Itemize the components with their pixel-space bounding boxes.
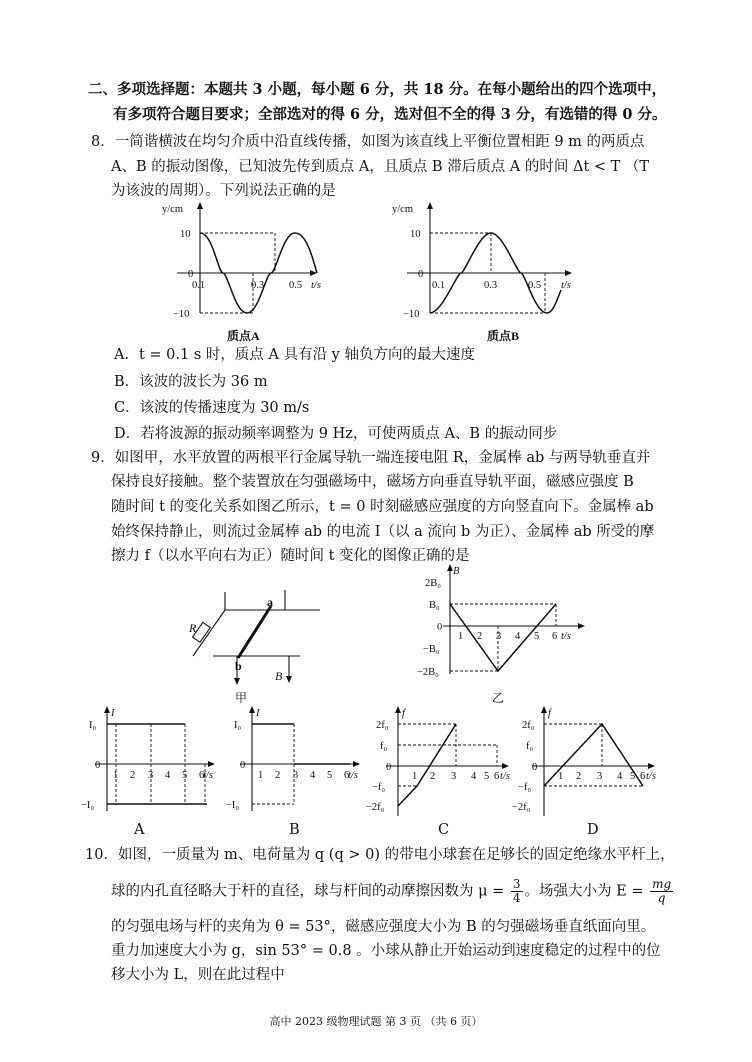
graph-caption: 质点A bbox=[227, 329, 260, 343]
q8-graph-b bbox=[392, 200, 575, 343]
page-footer: 高中 2023 级物理试题 第 3 页 （共 6 页） bbox=[269, 1015, 483, 1028]
y-tick: −10 bbox=[173, 309, 190, 320]
y-tick: −2f₀ bbox=[366, 802, 385, 813]
x-tick: 0.3 bbox=[251, 280, 265, 291]
x-tick: 6 bbox=[494, 771, 500, 782]
x-tick: 2 bbox=[576, 771, 582, 782]
y-tick: 10 bbox=[410, 229, 421, 240]
q9-stem-line4: 始终保持静止，则流过金属棒 ab 的电流 I（以 a 流向 b 为正）、金属棒 ab 所受的摩 bbox=[111, 524, 655, 540]
label-a: a bbox=[267, 595, 273, 609]
x-axis-arrow bbox=[208, 761, 215, 767]
y-label: I bbox=[256, 708, 260, 719]
y-tick: f₀ bbox=[380, 741, 388, 752]
field-arrow bbox=[286, 676, 292, 683]
y-axis-arrow bbox=[197, 202, 203, 209]
y-tick: −B₀ bbox=[423, 644, 440, 655]
q8-stem-line3: 为该波的周期）。下列说法正确的是 bbox=[111, 183, 336, 199]
x-tick: 1 bbox=[412, 771, 418, 782]
x-tick: 0.1 bbox=[192, 280, 206, 291]
x-tick: 3 bbox=[293, 770, 299, 781]
x-label: t/s bbox=[561, 631, 571, 642]
x-tick: 5 bbox=[534, 631, 540, 642]
f-curve bbox=[398, 724, 456, 806]
x-tick: 0.1 bbox=[432, 280, 446, 291]
x-tick: 3 bbox=[451, 771, 457, 782]
q9-figure-yi-caption: 乙 bbox=[492, 691, 505, 705]
q9-option-graph-b bbox=[226, 706, 360, 826]
y-label: y/cm bbox=[162, 204, 183, 215]
q8-graph-a bbox=[162, 200, 345, 343]
x-tick: 4 bbox=[515, 631, 521, 642]
x-tick: 3 bbox=[496, 631, 502, 642]
x-tick: 2 bbox=[477, 631, 483, 642]
y-axis-arrow bbox=[541, 706, 547, 713]
x-tick: 0.3 bbox=[484, 280, 498, 291]
x-axis-arrow bbox=[648, 763, 655, 769]
q10-stem-line2 bbox=[111, 878, 675, 905]
x-axis-arrow bbox=[502, 763, 509, 769]
x-tick: 6 bbox=[199, 770, 205, 781]
q8-option-a: A．t = 0.1 s 时，质点 A 具有沿 y 轴负方向的最大速度 bbox=[114, 347, 475, 363]
y-tick: 0 bbox=[532, 762, 538, 773]
q10-stem-line4: 重力加速度大小为 g，sin 53° = 0.8 。小球从静止开始运动到速度稳定的过程中的位 bbox=[111, 943, 661, 959]
y-label: y/cm bbox=[392, 204, 413, 215]
x-tick: 3 bbox=[597, 771, 603, 782]
e-fraction bbox=[650, 878, 673, 905]
y-axis-arrow bbox=[427, 202, 433, 209]
x-tick: 2 bbox=[430, 771, 436, 782]
x-tick: 0.5 bbox=[289, 280, 303, 291]
y-tick: 10 bbox=[180, 229, 191, 240]
x-tick: 5 bbox=[327, 770, 333, 781]
section-header-line1: 二、多项选择题：本题共 3 小题，每小题 6 分，共 18 分。在每小题给出的四个选项中， bbox=[88, 81, 667, 98]
x-tick: 1 bbox=[458, 631, 464, 642]
y-label: f bbox=[402, 708, 405, 719]
b-curve bbox=[450, 604, 556, 671]
q10-line2-text: 球的内孔直径略大于杆的直径，球与杆间的动摩擦因数为 μ = bbox=[111, 883, 509, 900]
x-label: t/s bbox=[646, 771, 656, 782]
x-tick: 2 bbox=[130, 770, 136, 781]
q9-stem-line1: 9．如图甲，水平放置的两根平行金属导轨一端连接电阻 R，金属棒 ab 与两导轨垂直并 bbox=[91, 450, 651, 466]
x-axis-arrow bbox=[353, 761, 360, 767]
y-label: f bbox=[548, 708, 551, 719]
q8-stem-line2: A、B 的振动图像，已知波先传到质点 A，且质点 B 滞后质点 A 的时间 Δt < T （T bbox=[111, 159, 650, 175]
y-axis-arrow bbox=[395, 706, 401, 713]
q8-option-c: C．该波的传播速度为 30 m/s bbox=[114, 400, 310, 416]
x-tick: 1 bbox=[258, 770, 264, 781]
q8-stem-line1: 8．一简谐横波在均匀介质中沿直线传播，如图为该直线上平衡位置相距 9 m 的两质点 bbox=[91, 134, 645, 150]
x-tick: 4 bbox=[617, 771, 623, 782]
x-label: t/s bbox=[311, 280, 321, 291]
y-tick: 2B₀ bbox=[425, 578, 441, 589]
x-tick: 6 bbox=[640, 771, 646, 782]
x-tick: 4 bbox=[310, 770, 316, 781]
y-tick: B₀ bbox=[429, 600, 440, 611]
y-tick: −2f₀ bbox=[512, 802, 531, 813]
q8-option-d: D．若将波源的振动频率调整为 9 Hz，可使两质点 A、B 的振动同步 bbox=[114, 426, 558, 442]
e-numerator: mg bbox=[652, 877, 672, 891]
x-tick: 1 bbox=[558, 771, 564, 782]
q9-option-graph-a bbox=[81, 706, 215, 826]
label-r: R bbox=[189, 621, 197, 635]
x-label: t/s bbox=[500, 771, 510, 782]
y-tick: I₀ bbox=[89, 720, 97, 731]
label-b-field: B bbox=[275, 669, 283, 683]
x-tick: 2 bbox=[275, 770, 281, 781]
y-axis-arrow bbox=[249, 706, 255, 713]
y-axis-arrow bbox=[104, 706, 110, 713]
y-tick: 2f₀ bbox=[376, 720, 389, 731]
y-tick: −2B₀ bbox=[417, 667, 439, 678]
y-label: B bbox=[453, 566, 460, 577]
q10-stem-line3: 的匀强电场与杆的夹角为 θ = 53°，磁感应强度大小为 B 的匀强磁场垂直纸面向里。 bbox=[111, 919, 656, 935]
y-tick: I₀ bbox=[234, 720, 242, 731]
x-label: t/s bbox=[561, 280, 571, 291]
y-tick: 2f₀ bbox=[522, 720, 535, 731]
q9-option-c-caption: C bbox=[438, 822, 450, 838]
x-tick: 0.5 bbox=[528, 280, 542, 291]
q9-stem-line5: 擦力 f（以水平向右为正）随时间 t 变化的图像正确的是 bbox=[111, 548, 470, 564]
metal-rod bbox=[238, 606, 271, 658]
y-tick: 0 bbox=[240, 760, 246, 771]
y-tick: 0 bbox=[95, 760, 101, 771]
x-tick: 5 bbox=[182, 770, 188, 781]
q9-figure-jia-caption: 甲 bbox=[235, 691, 248, 705]
x-tick: 5 bbox=[484, 771, 490, 782]
field-arrow bbox=[234, 678, 240, 685]
q10-stem-line5: 移大小为 L，则在此过程中 bbox=[111, 967, 285, 983]
q9-option-b-caption: B bbox=[289, 822, 300, 838]
y-label: I bbox=[111, 708, 115, 719]
y-tick: 0 bbox=[437, 622, 443, 633]
x-tick: 6 bbox=[344, 770, 350, 781]
x-label: t/s bbox=[203, 770, 213, 781]
y-tick: −I₀ bbox=[81, 800, 95, 811]
x-axis-arrow bbox=[565, 270, 572, 276]
q9-figure-yi bbox=[417, 566, 593, 681]
y-tick: −f₀ bbox=[372, 782, 386, 793]
x-tick: 3 bbox=[148, 770, 154, 781]
q9-figure-jia bbox=[185, 588, 335, 688]
mu-denominator: 4 bbox=[512, 891, 521, 905]
y-tick: f₀ bbox=[526, 741, 534, 752]
x-tick: 4 bbox=[471, 771, 477, 782]
x-tick: 6 bbox=[552, 631, 558, 642]
graph-caption: 质点B bbox=[487, 329, 520, 343]
q9-option-a-caption: A bbox=[134, 822, 145, 838]
mu-fraction bbox=[511, 878, 523, 905]
x-tick: 5 bbox=[630, 771, 636, 782]
y-tick: −I₀ bbox=[226, 800, 240, 811]
x-axis-arrow bbox=[578, 623, 585, 629]
y-tick: −10 bbox=[403, 309, 420, 320]
mu-numerator: 3 bbox=[512, 877, 521, 891]
x-tick: 4 bbox=[165, 770, 171, 781]
q9-stem-line3: 随时间 t 的变化关系如图乙所示，t = 0 时刻磁感应强度的方向竖直向下。金属棒 ab bbox=[111, 499, 654, 515]
label-b: b bbox=[235, 659, 242, 673]
y-tick: 0 bbox=[418, 269, 424, 280]
y-tick: 0 bbox=[188, 269, 194, 280]
q9-stem-line2: 保持良好接触。整个装置放在匀强磁场中，磁场方向垂直导轨平面，磁感应强度 B bbox=[111, 474, 634, 490]
q10-stem-line1: 10．如图，一质量为 m、电荷量为 q (q > 0) 的带电小球套在足够长的固定绝缘水平杆上， bbox=[85, 847, 675, 863]
y-tick: 0 bbox=[386, 762, 392, 773]
x-label: t/s bbox=[348, 770, 358, 781]
q9-option-graph-d bbox=[512, 706, 658, 826]
x-tick: 1 bbox=[113, 770, 119, 781]
y-tick: −f₀ bbox=[518, 782, 532, 793]
e-denominator: q bbox=[657, 891, 666, 905]
q9-option-d-caption: D bbox=[587, 822, 599, 838]
q8-option-b: B．该波的波长为 36 m bbox=[114, 374, 268, 390]
q10-line2-text-b: 。场强大小为 E = bbox=[524, 883, 649, 900]
section-header-line2: 有多项符合题目要求；全部选对的得 6 分，选对但不全的得 3 分，有选错的得 0 分。 bbox=[113, 106, 667, 123]
q9-option-graph-c bbox=[366, 706, 512, 826]
